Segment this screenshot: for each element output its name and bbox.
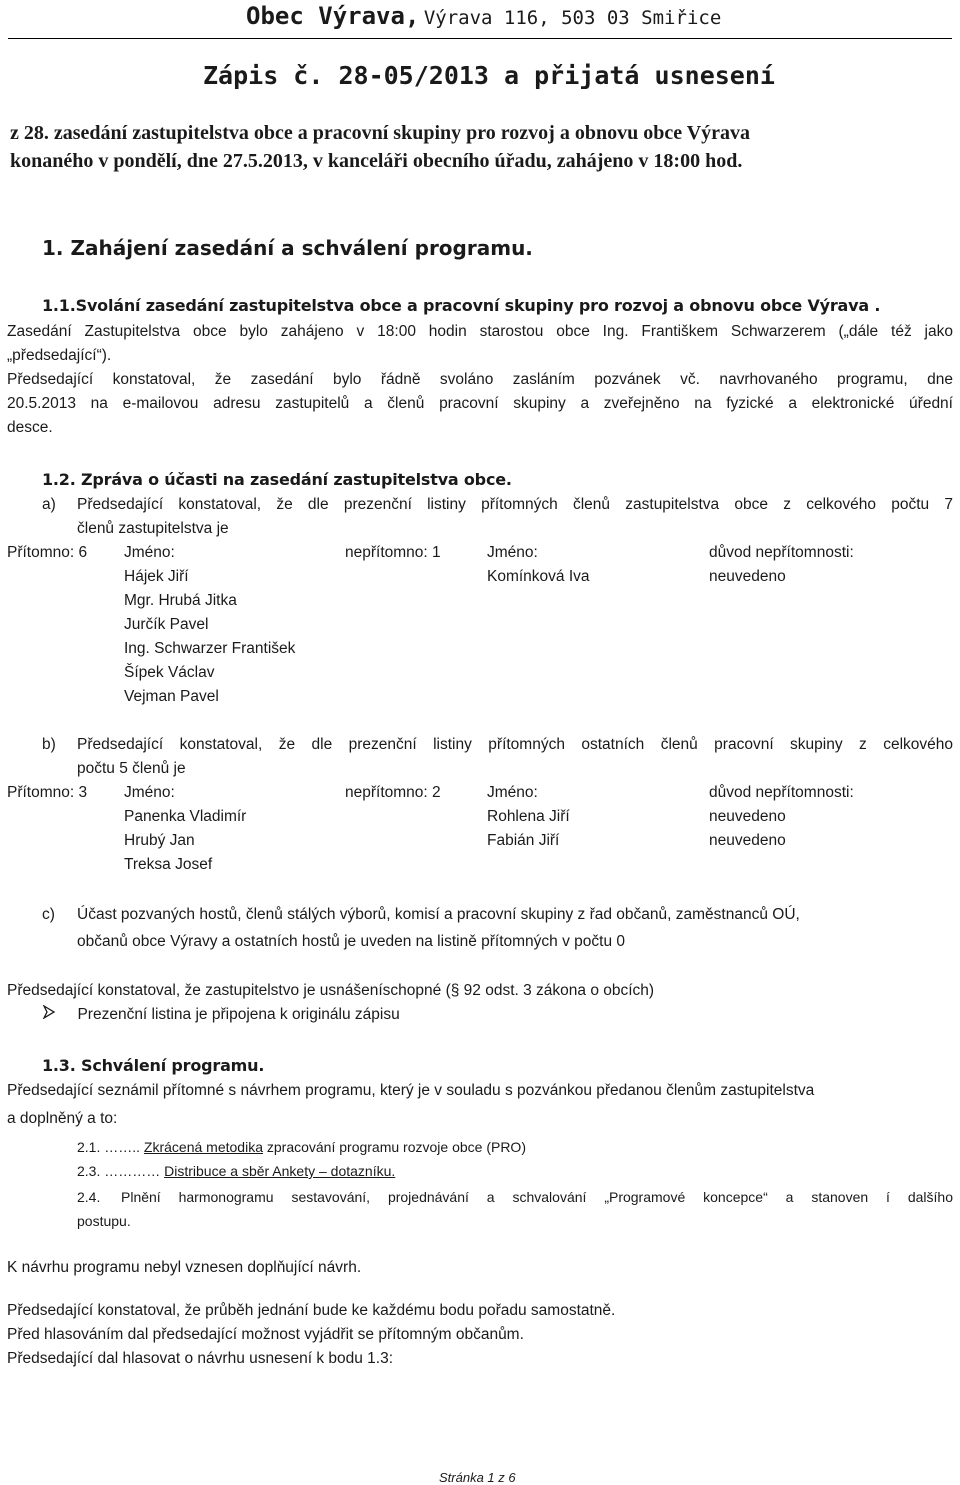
page-number: Stránka 1 z 6: [439, 1470, 516, 1485]
present-member: Treksa Josef: [124, 856, 213, 873]
s11-line-3: Předsedající konstatoval, že zasedání bylo řádně svoláno zasláním pozvánek vč. navrhovaného programu, dne: [7, 371, 953, 388]
program-item-2-4-line-1: Plnění harmonogramu sestavování, projednávání a schvalování „Programové koncepce“ a stanoven í dalšího: [121, 1189, 953, 1205]
present-member: Panenka Vladimír: [124, 808, 247, 825]
item-b-marker: b): [42, 736, 56, 753]
name-col-label-b: Jméno:: [124, 784, 175, 801]
reason-label-a: důvod nepřítomnosti:: [709, 544, 854, 561]
section-1-2-heading: 1.2. Zpráva o účasti na zasedání zastupitelstva obce.: [42, 470, 512, 489]
municipality-address: Výrava 116, 503 03 Smiřice: [423, 7, 722, 29]
intro-line-2: konaného v pondělí, dne 27.5.2013, v kanceláři obecního úřadu, zahájeno v 18:00 hod.: [10, 150, 743, 172]
item-a-line-2: členů zastupitelstva je: [77, 520, 229, 537]
absent-name-label-a: Jméno:: [487, 544, 538, 561]
present-member: Mgr. Hrubá Jitka: [124, 592, 237, 609]
attendance-list-note: Prezenční listina je připojena k originálu zápisu: [77, 1005, 400, 1023]
section-1-1-heading: 1.1.Svolání zasedání zastupitelstva obce a pracovní skupiny pro rozvoj a obnovu obce Výrava .: [42, 296, 881, 315]
present-member: Šípek Václav: [124, 664, 215, 681]
closing-line-2: Před hlasováním dal předsedající možnost vyjádřit se přítomným občanům.: [7, 1326, 524, 1343]
program-item-2-4-line-2: postupu.: [77, 1213, 131, 1229]
page-title: Zápis č. 28-05/2013 a přijatá usnesení: [203, 61, 775, 90]
present-member: Hrubý Jan: [124, 832, 195, 849]
program-item-2-3: [77, 1163, 395, 1179]
reason-label-b: důvod nepřítomnosti:: [709, 784, 854, 801]
item-b-line-2: počtu 5 členů je: [77, 760, 186, 777]
program-item-2-1: [77, 1139, 526, 1155]
absent-member: Komínková Iva: [487, 568, 590, 585]
absent-count-a: nepřítomno: 1: [345, 544, 441, 561]
item-text: zpracování programu rozvoje obce (PRO): [262, 1139, 526, 1155]
arrow-bullet-icon: [42, 1005, 56, 1024]
absent-count-b: nepřítomno: 2: [345, 784, 441, 801]
absent-member: Fabián Jiří: [487, 832, 560, 849]
present-member: Hájek Jiří: [124, 568, 189, 585]
s11-line-2: „předsedající“).: [7, 347, 112, 364]
item-number: 2.1.: [77, 1139, 101, 1155]
present-member: Jurčík Pavel: [124, 616, 209, 633]
letterhead: [246, 2, 721, 30]
intro-line-1: z 28. zasedání zastupitelstva obce a pracovní skupiny pro rozvoj a obnovu obce Výrava: [10, 122, 751, 144]
item-c-line-1: Účast pozvaných hostů, členů stálých výborů, komisí a pracovní skupiny z řad občanů, zaměstnanců OÚ,: [77, 906, 800, 923]
item-c-marker: c): [42, 906, 55, 923]
absence-reason: neuvedeno: [709, 568, 786, 585]
item-b-line-1: Předsedající konstatoval, že dle prezenční listiny přítomných ostatních členů pracovní skupiny z celkového: [77, 736, 953, 753]
present-member: Vejman Pavel: [124, 688, 219, 705]
section-1-3-heading: 1.3. Schválení programu.: [42, 1056, 265, 1075]
bullet-item: [42, 1005, 400, 1024]
present-count-a: Přítomno: 6: [7, 544, 88, 561]
program-item-2-4-number: 2.4.: [77, 1189, 101, 1205]
closing-line-3: Předsedající dal hlasovat o návrhu usnesení k bodu 1.3:: [7, 1350, 394, 1367]
absent-member: Rohlena Jiří: [487, 808, 570, 825]
item-dots: ……..: [104, 1139, 141, 1155]
s11-line-5: desce.: [7, 419, 53, 436]
s13-line-1: Předsedající seznámil přítomné s návrhem programu, který je v souladu s pozvánkou předanou členům zastupitelstva: [7, 1082, 815, 1099]
s13-line-2: a doplněný a to:: [7, 1110, 118, 1127]
header-divider: [8, 38, 952, 39]
absence-reason: neuvedeno: [709, 808, 786, 825]
name-col-label-a: Jméno:: [124, 544, 175, 561]
quorum-statement: Předsedající konstatoval, že zastupitelstvo je usnášeníschopné (§ 92 odst. 3 zákona o obcích): [7, 982, 655, 999]
absent-name-label-b: Jméno:: [487, 784, 538, 801]
item-a-marker: a): [42, 496, 56, 513]
no-proposal-note: K návrhu programu nebyl vznesen doplňující návrh.: [7, 1259, 362, 1276]
item-underlined-text: Zkrácená metodika: [143, 1139, 263, 1155]
present-count-b: Přítomno: 3: [7, 784, 88, 801]
s11-line-1: Zasedání Zastupitelstva obce bylo zahájeno v 18:00 hodin starostou obce Ing. Františkem Schwarzerem („dále též jako: [7, 323, 953, 340]
absence-reason: neuvedeno: [709, 832, 786, 849]
municipality-name: Obec Výrava,: [246, 2, 420, 30]
item-number: 2.3.: [77, 1163, 101, 1179]
item-dots: …………: [104, 1163, 161, 1179]
item-c-line-2: občanů obce Výravy a ostatních hostů je uveden na listině přítomných v počtu 0: [77, 933, 625, 950]
item-underlined-text: Distribuce a sběr Ankety – dotazníku.: [164, 1163, 396, 1179]
present-member: Ing. Schwarzer František: [124, 640, 296, 657]
closing-line-1: Předsedající konstatoval, že průběh jednání bude ke každému bodu pořadu samostatně.: [7, 1302, 616, 1319]
item-a-line-1: Předsedající konstatoval, že dle prezenční listiny přítomných členů zastupitelstva obce z celkového počtu 7: [77, 496, 953, 513]
s11-line-4: 20.5.2013 na e-mailovou adresu zastupitelů a členů pracovní skupiny a zveřejněno na fyzické a elektronické úřední: [7, 395, 953, 412]
section-1-heading: 1. Zahájení zasedání a schválení programu.: [42, 236, 533, 260]
